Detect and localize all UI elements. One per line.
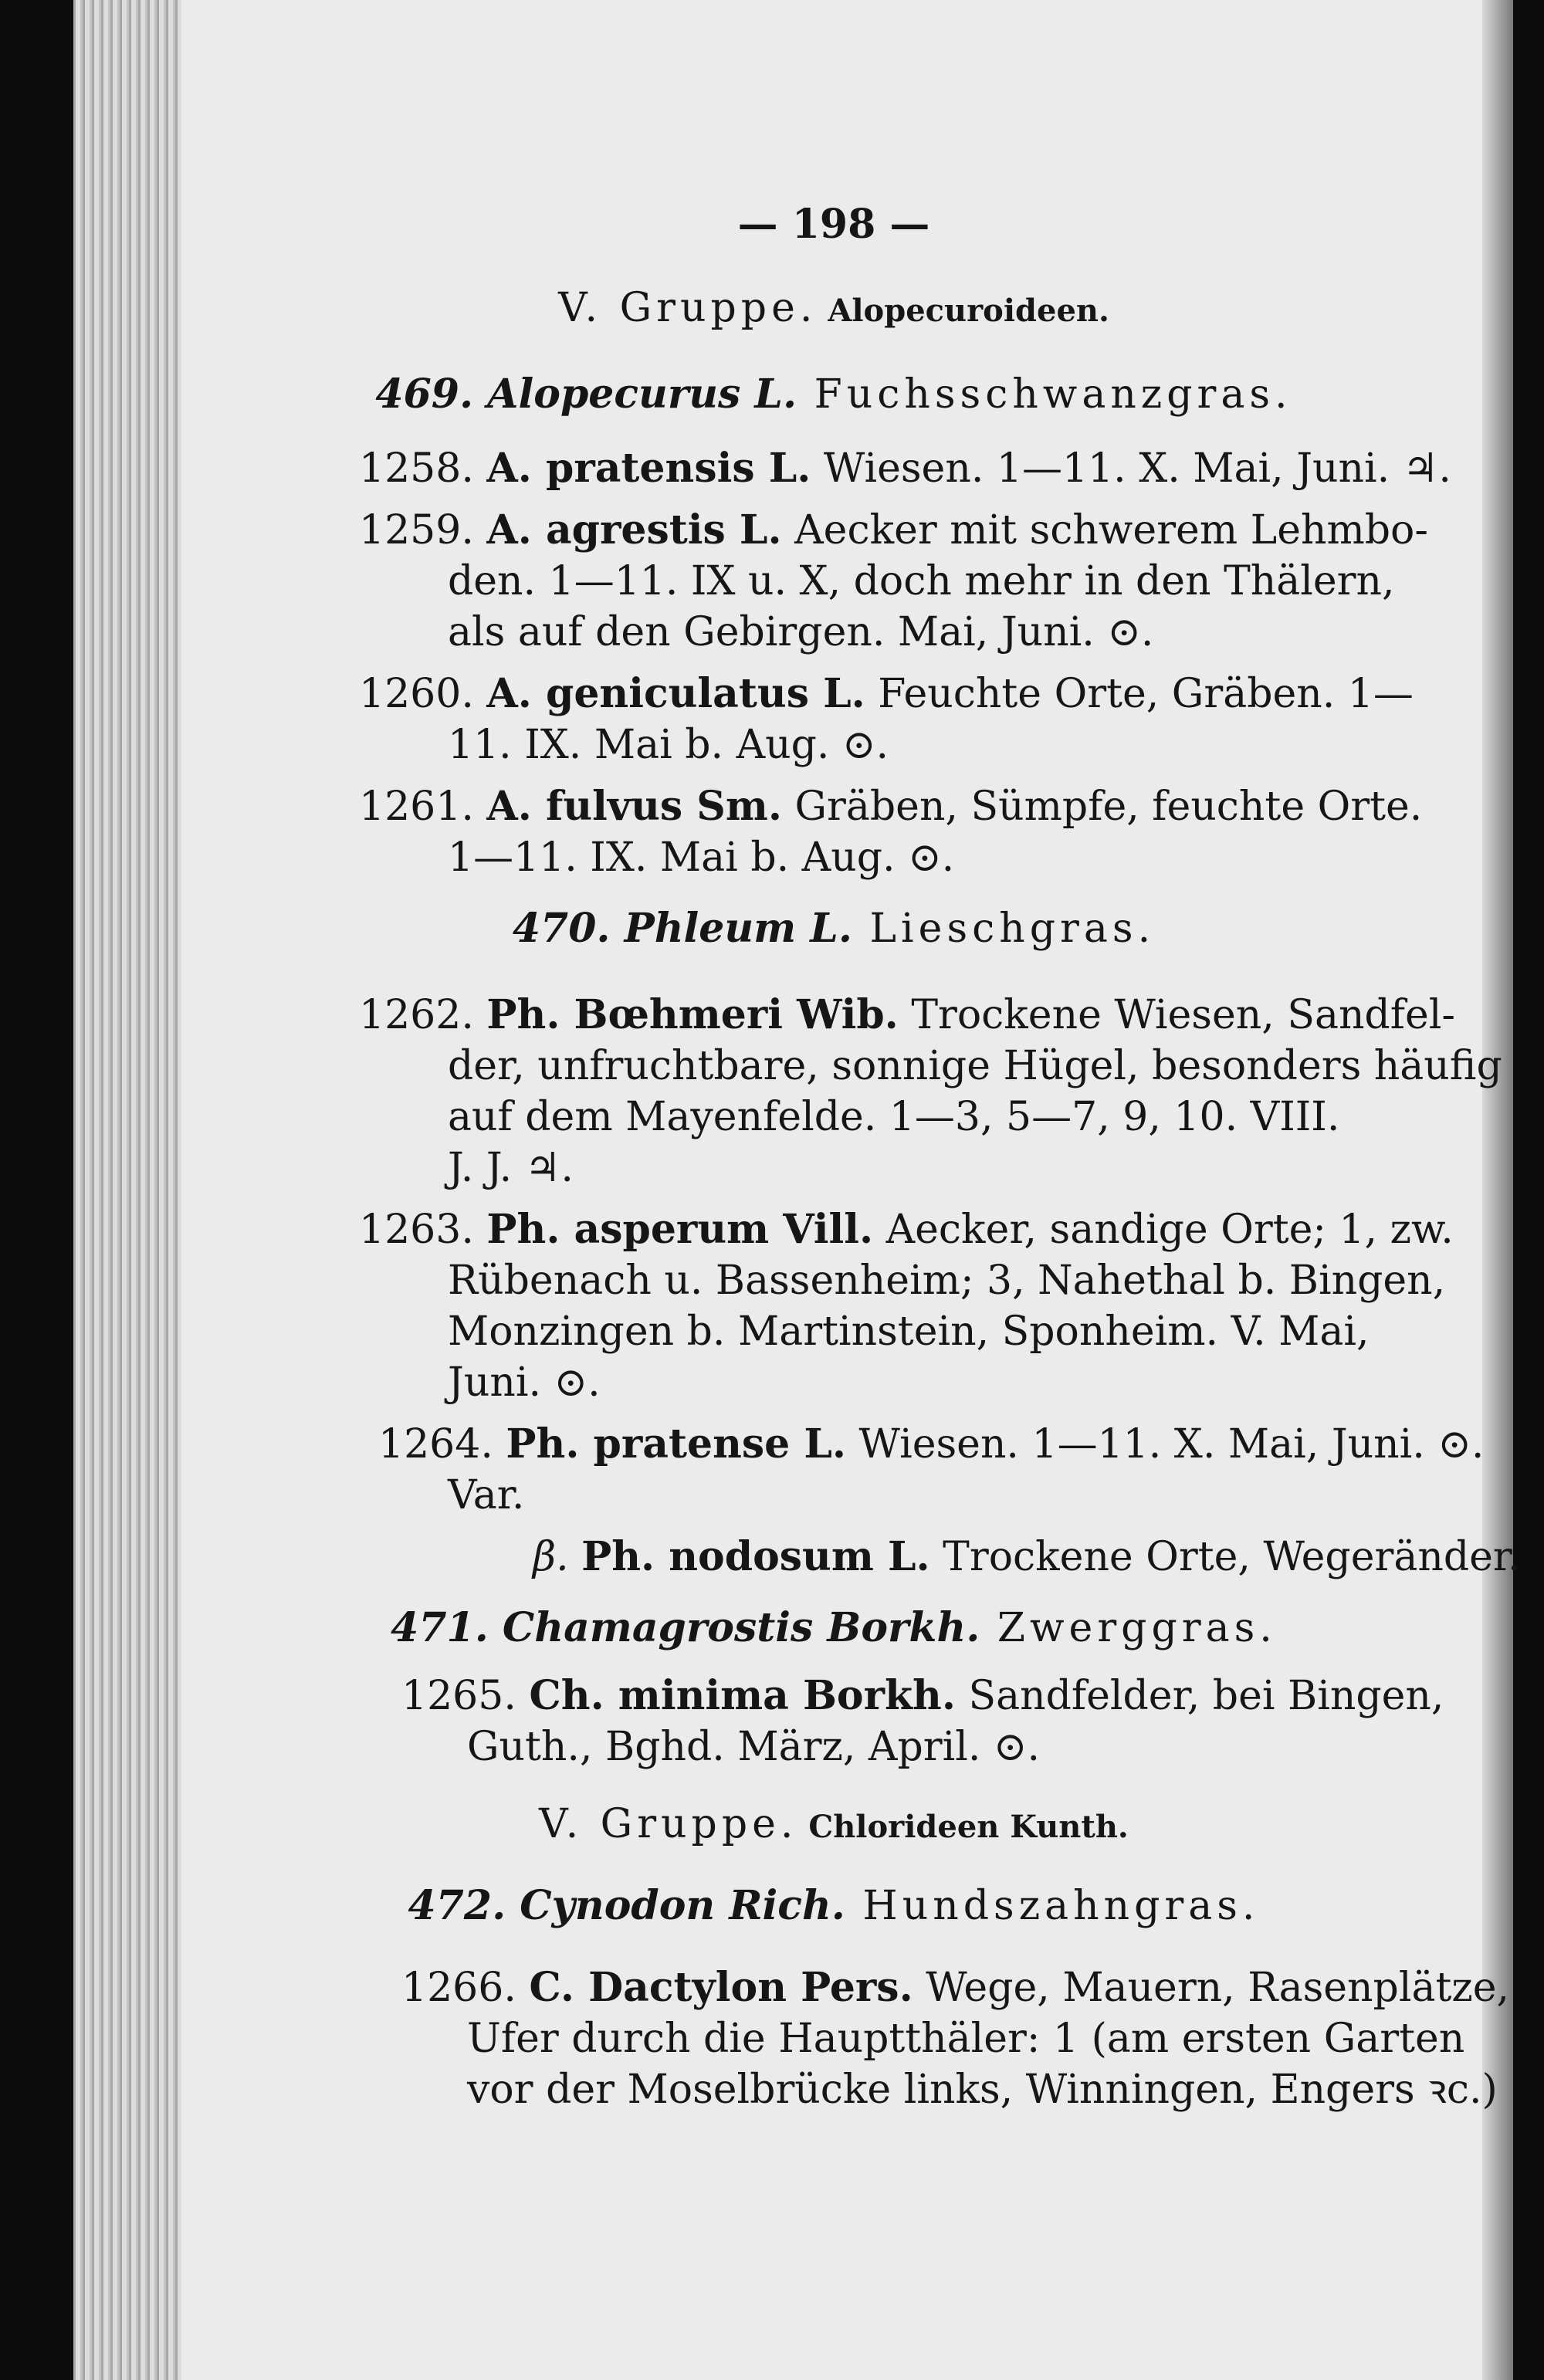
text-run: 1266. <box>401 1965 530 2011</box>
text-run: 11. IX. Mai b. Aug. ⊙. <box>448 722 889 768</box>
text-run: A. pratensis L. <box>486 445 811 492</box>
group-heading-1 <box>270 283 1397 337</box>
species-1259-c <box>448 607 1153 658</box>
text-run: Alopecuroideen. <box>817 293 1109 329</box>
text-run: Aecker, sandige Orte; 1, zw. <box>873 1207 1454 1253</box>
text-run: V. Gruppe. <box>558 285 818 331</box>
species-1262-b <box>448 1041 1502 1092</box>
text-block <box>270 0 1521 2380</box>
text-run: 471. Chamagrostis Borkh. <box>391 1604 980 1651</box>
text-run: 469. Alopecurus L. <box>375 371 797 418</box>
group-heading-2 <box>270 1799 1397 1853</box>
text-run: A. agrestis L. <box>486 506 782 554</box>
text-run: 1—11. IX. Mai b. Aug. ⊙. <box>448 835 955 881</box>
text-run: 1260. <box>359 671 487 717</box>
text-run: C. Dactylon Pers. <box>529 1964 913 2011</box>
species-1264-b <box>448 1470 524 1521</box>
species-1263-b <box>448 1255 1445 1306</box>
text-run: Wiesen. 1—11. X. Mai, Juni. ⊙. <box>846 1421 1485 1468</box>
species-1266-a <box>401 1962 1509 2013</box>
text-run: 1265. <box>401 1673 530 1719</box>
text-run: Wiesen. 1—11. X. Mai, Juni. ♃. <box>811 445 1451 492</box>
species-1263-c <box>448 1306 1370 1357</box>
text-run: 1262. <box>359 992 487 1038</box>
text-run: der, unfruchtbare, sonnige Hügel, besonders häufig <box>448 1043 1502 1089</box>
text-run: Ph. asperum Vill. <box>486 1206 874 1253</box>
species-1261-b <box>448 832 954 883</box>
text-run: Ch. minima Borkh. <box>529 1672 956 1719</box>
text-run: als auf den Gebirgen. Mai, Juni. ⊙. <box>448 609 1154 655</box>
text-run: 470. Phleum L. <box>512 905 852 952</box>
text-run: Zwerggras. <box>980 1605 1277 1651</box>
text-run: 1261. <box>359 784 487 830</box>
genus-472 <box>270 1881 1397 1931</box>
species-1266-c <box>467 2064 1498 2115</box>
species-1262-c <box>448 1092 1339 1143</box>
text-run: 1258. <box>359 445 487 492</box>
text-run: Ph. pratense L. <box>506 1420 847 1468</box>
text-run: β. <box>533 1534 582 1580</box>
text-run: Lieschgras. <box>852 906 1156 952</box>
species-1265-b <box>467 1722 1040 1772</box>
species-1264-a <box>378 1419 1484 1470</box>
text-run: Ufer durch die Hauptthäler: 1 (am ersten Garten <box>467 2016 1465 2062</box>
text-run: Aecker mit schwerem Lehmbo- <box>781 507 1428 554</box>
text-run: Monzingen b. Martinstein, Sponheim. V. Mai, <box>448 1308 1370 1355</box>
text-run: Rübenach u. Bassenheim; 3, Nahethal b. Bingen, <box>448 1258 1446 1304</box>
genus-471 <box>270 1603 1397 1654</box>
text-run: Gräben, Sümpfe, feuchte Orte. <box>781 784 1423 830</box>
text-run: Juni. ⊙. <box>448 1359 601 1406</box>
species-1258 <box>359 443 1451 494</box>
species-1263-a <box>359 1204 1454 1255</box>
text-run: A. fulvus Sm. <box>486 783 782 830</box>
species-1259-a <box>359 505 1428 556</box>
species-1264-var <box>533 1532 1521 1583</box>
species-1262-d <box>448 1143 574 1193</box>
book-page <box>73 0 1521 2380</box>
species-1260-a <box>359 669 1414 719</box>
text-run: Feuchte Orte, Gräben. 1— <box>865 671 1414 717</box>
text-run: vor der Moselbrücke links, Winningen, Engers ꝛc.) <box>467 2067 1498 2113</box>
text-run: 1264. <box>378 1421 506 1468</box>
text-run: V. Gruppe. <box>539 1801 798 1847</box>
species-1260-b <box>448 719 889 770</box>
text-run: J. J. ♃. <box>448 1145 574 1191</box>
species-1266-b <box>467 2013 1464 2064</box>
species-1262-a <box>359 990 1455 1041</box>
species-1263-d <box>448 1357 601 1408</box>
text-run: auf dem Mayenfelde. 1—3, 5—7, 9, 10. VIII. <box>448 1094 1340 1140</box>
text-run: Trockene Wiesen, Sandfel- <box>898 992 1455 1038</box>
page-edge-right <box>1482 0 1513 2380</box>
text-run: 1259. <box>359 507 487 554</box>
text-run: A. geniculatus L. <box>486 670 865 717</box>
species-1261-a <box>359 781 1422 832</box>
page-edge-left <box>73 0 181 2380</box>
text-run: Wege, Mauern, Rasenplätze, <box>913 1965 1510 2011</box>
text-run: Hundszahngras. <box>845 1883 1260 1929</box>
text-run: Ph. Bœhmeri Wib. <box>486 991 899 1038</box>
text-run: den. 1—11. IX u. X, doch mehr in den Thälern, <box>448 558 1395 604</box>
genus-470 <box>270 903 1397 954</box>
species-1265-a <box>401 1671 1444 1722</box>
text-run: Fuchsschwanzgras. <box>797 371 1292 418</box>
text-run: Var. <box>448 1472 525 1518</box>
text-run: Sandfelder, bei Bingen, <box>955 1673 1444 1719</box>
genus-469 <box>270 369 1397 420</box>
page-number: — 198 — <box>737 201 930 248</box>
text-run: Ph. nodosum L. <box>581 1533 930 1580</box>
text-run: Chlorideen Kunth. <box>797 1809 1129 1845</box>
text-run: Trockene Orte, Wegeränder. <box>929 1534 1521 1580</box>
text-run: Guth., Bghd. März, April. ⊙. <box>467 1724 1041 1770</box>
species-1259-b <box>448 556 1395 607</box>
text-run: 472. Cynodon Rich. <box>408 1882 845 1929</box>
text-run: 1263. <box>359 1207 487 1253</box>
